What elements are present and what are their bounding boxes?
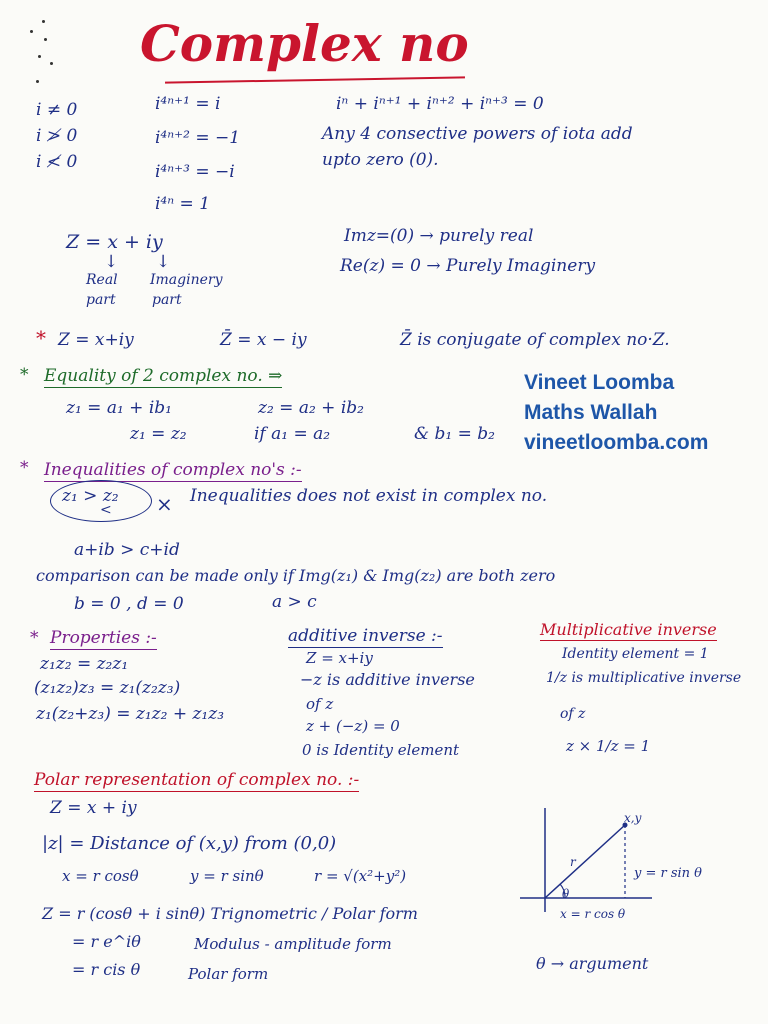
polar-heading-text: Polar representation of complex no. :- [34, 770, 360, 790]
polar-4: y = r sinθ [190, 867, 264, 885]
ineq-conds: b = 0 , d = 0 [74, 594, 184, 614]
equality-heading-text: Equality of 2 complex no. ⇒ [44, 366, 283, 386]
arrow-real: ↓ [104, 252, 119, 272]
powers-left-1: i ≠ 0 [36, 100, 78, 120]
additive-1: Z = x+iy [306, 649, 373, 667]
polar-6: Z = r (cosθ + i sinθ) Trignometric / Polar form [42, 904, 418, 923]
mult-3: of z [560, 706, 586, 722]
eq-cond-b: & b₁ = b₂ [414, 424, 495, 444]
mult-1: Identity element = 1 [562, 646, 709, 662]
conj-zbar: Z̄ = x − iy [220, 330, 307, 350]
powers-left-3: i ≮ 0 [36, 152, 78, 172]
page-title: Complex no [140, 14, 469, 73]
ineq-box: z₁ > z₂ [62, 486, 119, 506]
z-definition: Z = x + iy [66, 231, 163, 253]
conj-note: Z̄ is conjugate of complex no·Z. [400, 330, 670, 350]
eq-z1: z₁ = a₁ + ib₁ [66, 398, 172, 418]
graph-y-side: y = r sin θ [634, 866, 703, 881]
sum-powers: iⁿ + iⁿ⁺¹ + iⁿ⁺² + iⁿ⁺³ = 0 [336, 94, 544, 114]
polar-9: = r cis θ [72, 960, 141, 979]
arrow-imag: ↓ [156, 252, 171, 272]
polar-7: = r e^iθ [72, 932, 141, 951]
sum-note-1: Any 4 consective powers of iota add [322, 124, 633, 144]
power-row-2: i⁴ⁿ⁺² = −1 [155, 128, 241, 148]
additive-2: −z is additive inverse [300, 670, 475, 689]
conj-star: * [36, 326, 46, 350]
graph-point-label: x,y [624, 811, 642, 825]
additive-3: of z [306, 695, 334, 713]
eq-cond-a: if a₁ = a₂ [254, 424, 331, 444]
mult-4: z × 1/z = 1 [566, 737, 651, 755]
ineq-star: * [20, 458, 29, 478]
power-row-1: i⁴ⁿ⁺¹ = i [155, 94, 221, 114]
imag-part-1: Imaginery [150, 272, 223, 288]
properties-star: * [30, 628, 39, 648]
ineq-result: a > c [272, 592, 317, 612]
brand-tagline: Maths Wallah [524, 401, 658, 424]
real-part-1: Real [86, 272, 118, 288]
eq-z2: z₂ = a₂ + ib₂ [258, 398, 364, 418]
polar-3: x = r cosθ [62, 867, 139, 885]
ineq-box-lt: < [100, 502, 112, 518]
powers-left-2: i ≯ 0 [36, 126, 78, 146]
brand-name: Vineet Loomba [524, 371, 675, 394]
ineq-compare: comparison can be made only if Img(z₁) & Img(z₂) are both zero [36, 566, 556, 585]
brand-website: vineetloomba.com [524, 431, 709, 454]
polar-8: Modulus - amplitude form [194, 935, 392, 953]
additive-5: 0 is Identity element [302, 741, 460, 759]
graph-x-side: x = r cos θ [560, 907, 626, 921]
power-row-3: i⁴ⁿ⁺³ = −i [155, 162, 235, 182]
polar-1: Z = x + iy [50, 798, 137, 818]
additive-4: z + (−z) = 0 [306, 717, 400, 735]
additive-heading-text: additive inverse :- [288, 626, 443, 646]
properties-heading-text: Properties :- [50, 628, 157, 648]
polar-10: Polar form [188, 965, 269, 983]
power-row-4: i⁴ⁿ = 1 [155, 194, 211, 214]
purely-real: Imz=(0) → purely real [344, 226, 534, 246]
graph-argument: θ → argument [536, 954, 649, 973]
sum-note-2: upto zero (0). [322, 150, 439, 170]
equality-star: * [20, 365, 29, 385]
conj-z: Z = x+iy [58, 330, 134, 350]
property-2: (z₁z₂)z₃ = z₁(z₂z₃) [34, 678, 181, 698]
property-1: z₁z₂ = z₂z₁ [40, 654, 129, 674]
eq-cond-z: z₁ = z₂ [130, 424, 187, 444]
imag-part-2: part [152, 292, 182, 308]
graph-theta-label: θ [562, 887, 570, 901]
ineq-heading-text: Inequalities of complex no's :- [44, 460, 302, 480]
polar-5: r = √(x²+y²) [314, 867, 407, 885]
ineq-note: Inequalities does not exist in complex no. [190, 486, 548, 506]
purely-imaginary: Re(z) = 0 → Purely Imaginery [340, 256, 596, 276]
polar-2: |z| = Distance of (x,y) from (0,0) [42, 833, 337, 854]
graph-r-label: r [570, 855, 576, 869]
mult-2: 1/z is multiplicative inverse [546, 670, 742, 686]
real-part-2: part [86, 292, 116, 308]
ineq-cross: × [156, 492, 173, 516]
property-3: z₁(z₂+z₃) = z₁z₂ + z₁z₃ [36, 704, 225, 724]
mult-heading-text: Multiplicative inverse [540, 620, 717, 639]
ineq-example: a+ib > c+id [74, 540, 180, 560]
radius-line [545, 825, 625, 898]
